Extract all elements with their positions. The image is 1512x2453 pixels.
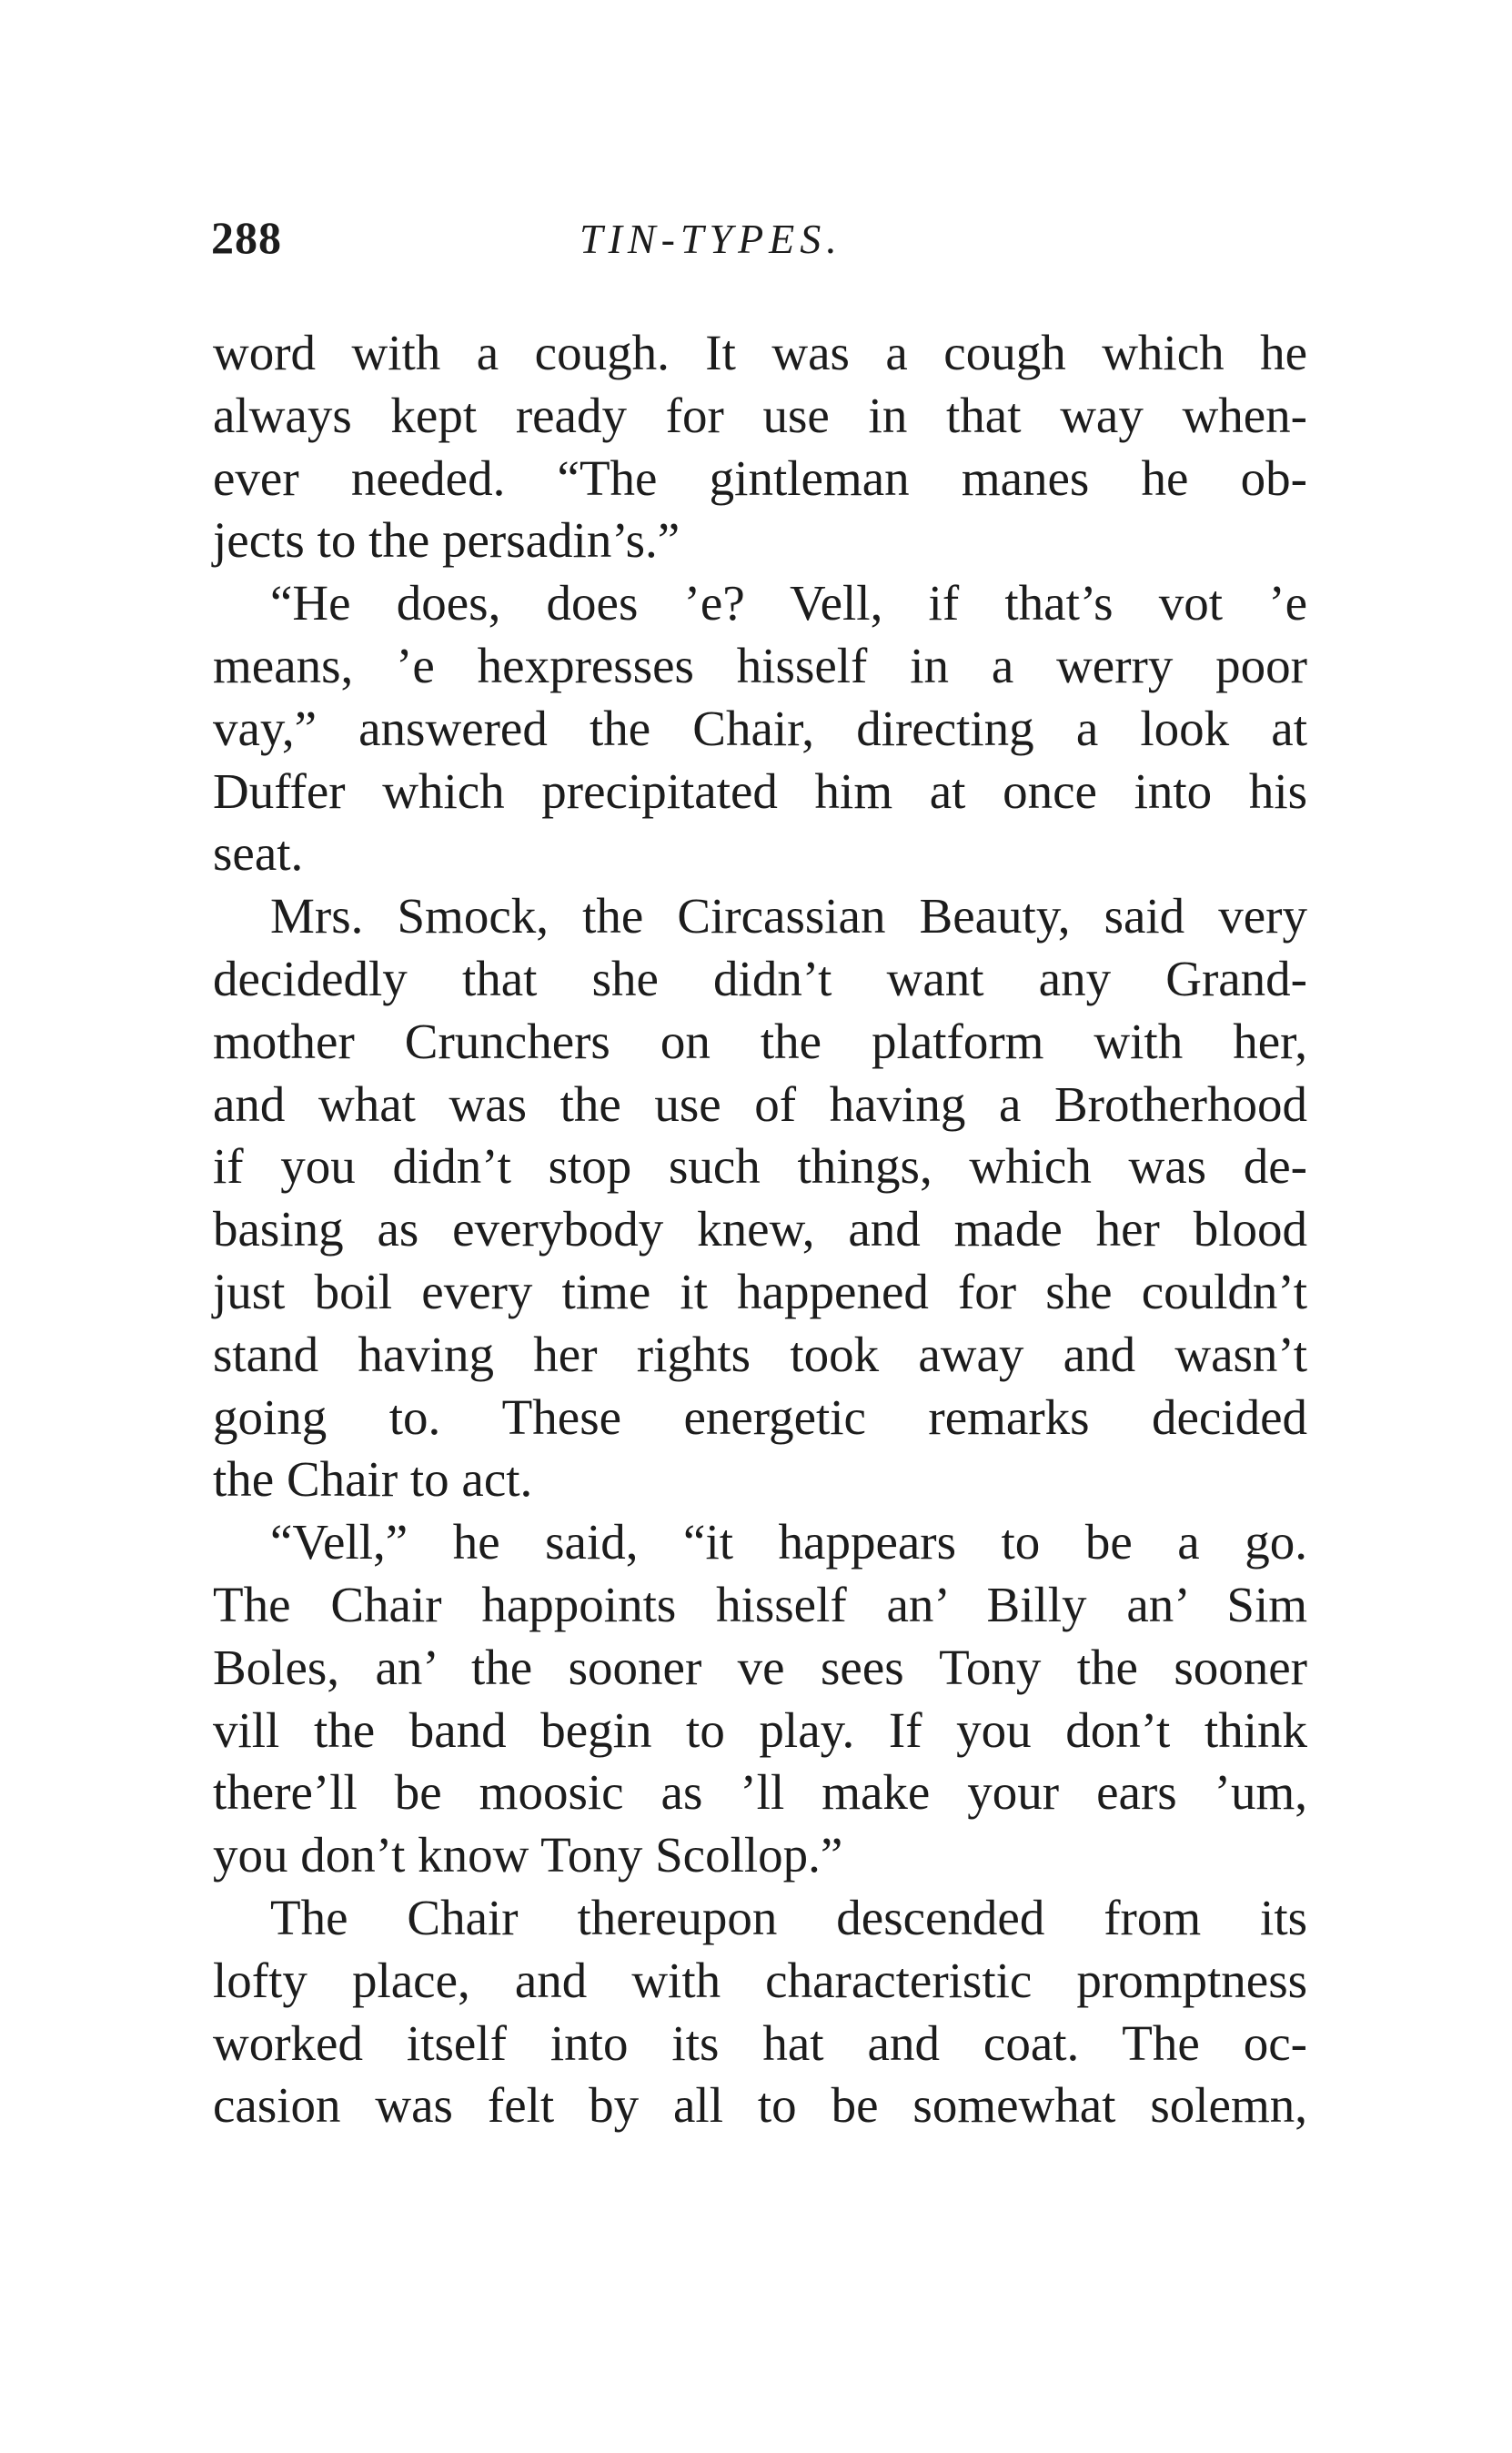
text-line: decidedly that she didn’t want any Grand- xyxy=(213,950,1307,1006)
text-line: vill the band begin to play. If you don’t think xyxy=(213,1701,1307,1758)
text-line: basing as everybody knew, and made her blood xyxy=(213,1201,1307,1257)
text-line: ever needed. “The gintleman manes he ob- xyxy=(213,449,1307,506)
text-line: mother Crunchers on the platform with her, xyxy=(213,1013,1307,1069)
text-line: and what was the use of having a Brotherhood xyxy=(213,1075,1307,1132)
text-line: vay,” answered the Chair, directing a look at xyxy=(213,700,1307,756)
text-line: casion was felt by all to be somewhat solemn, xyxy=(213,2077,1307,2134)
page-header xyxy=(211,211,1312,275)
text-line: the Chair to act. xyxy=(213,1451,533,1508)
page-number: 288 xyxy=(211,212,282,263)
text-line: means, ’e hexpresses hisself in a werry poor xyxy=(213,637,1307,693)
text-line: always kept ready for use in that way when- xyxy=(213,387,1307,443)
text-line: if you didn’t stop such things, which was de- xyxy=(213,1138,1307,1195)
text-line: Mrs. Smock, the Circassian Beauty, said very xyxy=(270,888,1307,944)
text-line: just boil every time it happened for she couldn’t xyxy=(213,1263,1307,1319)
text-line: seat. xyxy=(213,825,304,882)
text-line: word with a cough. It was a cough which he xyxy=(213,325,1307,380)
text-line: The Chair happoints hisself an’ Billy an’ Sim xyxy=(213,1576,1307,1632)
text-line: worked itself into its hat and coat. The oc- xyxy=(213,2014,1307,2071)
text-line: stand having her rights took away and wasn’t xyxy=(213,1326,1307,1382)
text-line: going to. These energetic remarks decided xyxy=(213,1388,1307,1445)
text-line: Duffer which precipitated him at once into his xyxy=(213,762,1307,819)
text-line: “He does, does ’e? Vell, if that’s vot ’e xyxy=(270,575,1307,631)
text-line: lofty place, and with characteristic promptness xyxy=(213,1952,1307,2008)
text-line: “Vell,” he said, “it happears to be a go. xyxy=(270,1514,1307,1570)
text-line: there’ll be moosic as ’ll make your ears ’um, xyxy=(213,1764,1307,1821)
text-line: The Chair thereupon descended from its xyxy=(270,1889,1307,1945)
text-line: Boles, an’ the sooner ve sees Tony the sooner xyxy=(213,1639,1307,1695)
body-text xyxy=(213,322,1307,2137)
text-line: jects to the persadin’s.” xyxy=(213,512,680,569)
running-head: TIN-TYPES. xyxy=(580,216,842,262)
text-line: you don’t know Tony Scollop.” xyxy=(213,1827,843,1883)
